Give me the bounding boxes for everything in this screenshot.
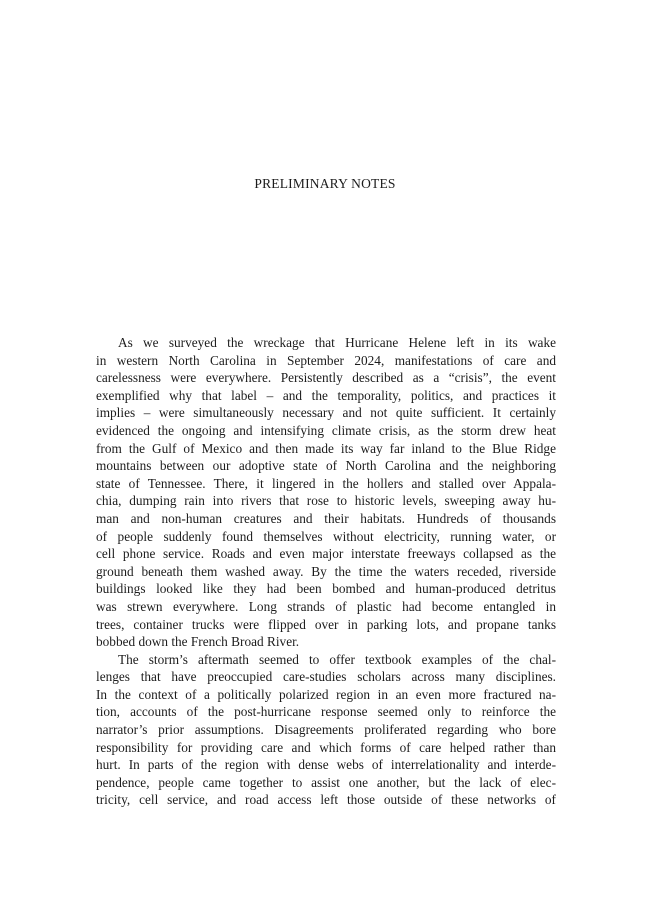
- paragraph-1: [96, 334, 556, 651]
- text-line: tricity, cell service, and road access left those outside of these networks of: [96, 792, 556, 808]
- text-line: cell phone service. Roads and even major interstate freeways collapsed as the: [96, 546, 556, 562]
- text-line: of people suddenly found themselves without electricity, running water, or: [96, 528, 556, 544]
- text-line: narrator’s prior assumptions. Disagreements proliferated regarding who bore: [96, 722, 556, 738]
- text-line: implies – were simultaneously necessary and not quite sufficient. It certainly: [96, 405, 556, 421]
- paragraph-2: [96, 651, 556, 809]
- text-line: in western North Carolina in September 2024, manifestations of care and: [96, 352, 556, 368]
- text-line: hurt. In parts of the region with dense webs of interrelationality and interde-: [96, 757, 556, 773]
- text-line: In the context of a politically polarized region in an even more fractured na-: [96, 686, 556, 702]
- text-line: responsibility for providing care and which forms of care helped rather than: [96, 739, 556, 755]
- body-text: [96, 334, 556, 809]
- text-line: The storm’s aftermath seemed to offer textbook examples of the chal-: [118, 651, 556, 667]
- text-line: mountains between our adoptive state of North Carolina and the neighboring: [96, 458, 556, 474]
- text-line: evidenced the ongoing and intensifying climate crisis, as the storm drew heat: [96, 422, 556, 438]
- page-heading: PRELIMINARY NOTES: [254, 176, 396, 191]
- text-line: ground beneath them washed away. By the time the waters receded, riverside: [96, 563, 556, 579]
- text-line: was strewn everywhere. Long strands of plastic had become entangled in: [96, 598, 556, 614]
- text-line: pendence, people came together to assist one another, but the lack of elec-: [96, 774, 556, 790]
- text-line: man and non-human creatures and their habitats. Hundreds of thousands: [96, 510, 556, 526]
- text-line: As we surveyed the wreckage that Hurricane Helene left in its wake: [118, 335, 556, 350]
- text-line: buildings looked like they had been bombed and human-produced detritus: [96, 581, 556, 597]
- text-line: exemplified why that label – and the temporality, politics, and practices it: [96, 387, 556, 403]
- text-line: chia, dumping rain into rivers that rose to historic levels, sweeping away hu-: [96, 493, 556, 509]
- text-line: carelessness were everywhere. Persistently described as a “crisis”, the event: [96, 370, 556, 386]
- text-line: from the Gulf of Mexico and then made its way far inland to the Blue Ridge: [96, 440, 556, 456]
- text-line: trees, container trucks were flipped over in parking lots, and propane tanks: [96, 616, 556, 632]
- text-line: bobbed down the French Broad River.: [96, 634, 300, 650]
- text-line: lenges that have preoccupied care-studies scholars across many disciplines.: [96, 669, 556, 685]
- text-line: tion, accounts of the post-hurricane response seemed only to reinforce the: [96, 704, 556, 720]
- text-line: state of Tennessee. There, it lingered in the hollers and stalled over Appala-: [96, 475, 556, 491]
